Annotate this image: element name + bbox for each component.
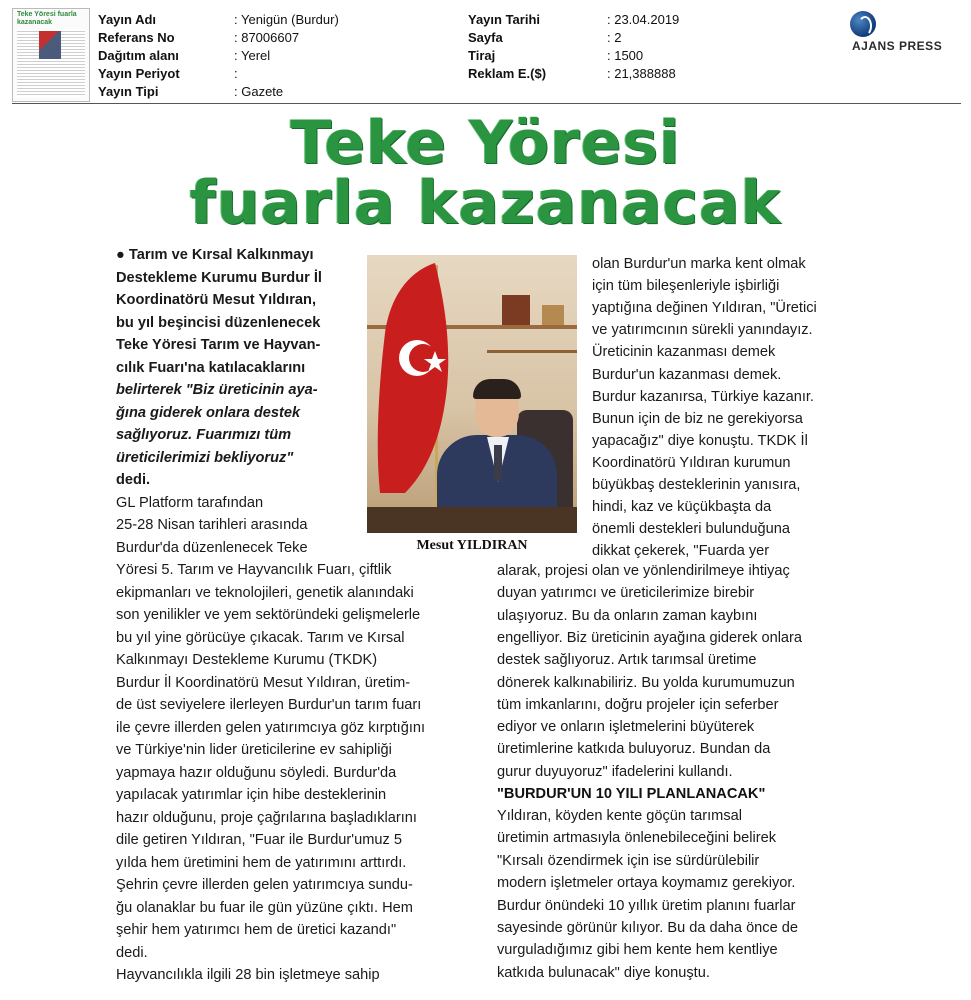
article-line: Teke Yöresi Tarım ve Hayvan- [116, 337, 321, 353]
article-line: vurguladığımız gibi hem kente hem kentliye [497, 942, 778, 959]
article-line: Yöresi 5. Tarım ve Hayvancılık Fuarı, çiftlik [116, 562, 392, 578]
label-tiraj: Tiraj [468, 48, 496, 63]
article-line: ve yatırımcının sürekli yanındayız. [592, 322, 813, 339]
article-line: ve Türkiye'nin lider üreticilerine ev sahipliği [116, 742, 392, 758]
label-dagitim-alani: Dağıtım alanı [98, 48, 179, 63]
article-photo [367, 255, 577, 533]
article-line: hazır olduğunu, proje çağrılarına başladıklarını [116, 809, 417, 826]
label-yayin-periyot: Yayın Periyot [98, 66, 180, 81]
article-line: 25-28 Nisan tarihleri arasında [116, 517, 308, 533]
value-sayfa: : 2 [607, 30, 622, 45]
value-yayin-tipi: : Gazete [234, 84, 284, 99]
header-divider [12, 103, 961, 104]
article-line: son yenilikler ve yem sektöründeki gelişmelerle [116, 607, 421, 623]
article-line: de üst seviyelere ilerleyen Burdur'un tarım fuarı [116, 697, 422, 713]
article-line: önemli destekleri bulunduğuna [592, 521, 790, 538]
article-line: yapmaya hazır olduğunu söyledi. Burdur'da [116, 764, 397, 781]
article-line: cılık Fuarı'na katılacaklarını [116, 359, 306, 376]
article-line: üreticilerimizi bekliyoruz" [116, 449, 294, 466]
globe-icon [850, 11, 876, 37]
article-line: ile çevre illerden gelen yatırımcıya göz kırptığını [116, 719, 426, 736]
label-reklam: Reklam E.($) [468, 66, 547, 81]
article-line: ekipmanları ve teknolojileri, genetik alanındaki [116, 584, 414, 601]
article-line: dedi. [116, 944, 148, 961]
article-line: sayesinde görünür kılıyor. Bu da daha önce de [497, 920, 798, 936]
article-line: Burdur kazanırsa, Türkiye kazanır. [592, 388, 814, 405]
value-tiraj: : 1500 [607, 48, 644, 63]
photo-person-tie [494, 445, 502, 481]
article-line: hindi, kaz ve küçükbaşta da [592, 499, 772, 516]
article-line: katkıda bulunacak" diye konuştu. [497, 964, 710, 981]
value-yayin-periyot: : [234, 66, 238, 81]
headline-line-2: fuarla kazanacak [189, 168, 782, 238]
value-yayin-tarihi: : 23.04.2019 [607, 12, 680, 27]
label-yayin-tarihi: Yayın Tarihi [468, 12, 541, 27]
article-line: Burdur İl Koordinatörü Mesut Yıldıran, üretim- [116, 674, 411, 691]
article-line: belirterek "Biz üreticinin aya- [116, 382, 318, 398]
article-line: Hayvancılıkla ilgili 28 bin işletmeye sahip [116, 967, 380, 983]
photo-caption: Mesut YILDIRAN [416, 538, 528, 553]
article-line: ● Tarım ve Kırsal Kalkınmayı [116, 247, 314, 263]
value-yayin-adi: : Yenigün (Burdur) [234, 12, 339, 27]
article-line: dikkat çekerek, "Fuarda yer [592, 543, 770, 560]
article-line: Destekleme Kurumu Burdur İl [116, 269, 322, 286]
value-reklam: : 21,388888 [607, 66, 676, 81]
photo-frame [542, 305, 564, 325]
headline-line-1: Teke Yöresi [290, 108, 681, 178]
article-line: Koordinatörü Mesut Yıldıran, [116, 292, 317, 308]
article-line: Burdur'da düzenlenecek Teke [116, 539, 308, 556]
article-line: olan Burdur'un marka kent olmak [592, 256, 806, 272]
article-line: yılda hem üretimini hem de yatırımını arttırdı. [116, 854, 407, 871]
ajans-press-logo [850, 10, 960, 56]
thumbnail-title: Teke Yöresi fuarla kazanacak [17, 11, 77, 26]
value-dagitim-alani: : Yerel [234, 48, 271, 63]
photo-shelf [487, 350, 577, 353]
article-line: ğu olanaklar bu fuar ile gün yüzüne çıktı. Hem [116, 899, 413, 916]
article-line: Kalkınmayı Destekleme Kurumu (TKDK) [116, 652, 378, 668]
article-line: Koordinatörü Yıldıran kurumun [592, 454, 791, 471]
article-line: dile getiren Yıldıran, "Fuar ile Burdur'umuz 5 [116, 832, 402, 848]
clipping-thumbnail [12, 8, 90, 102]
article-line: sağlıyoruz. Fuarımızı tüm [116, 427, 292, 443]
article-subheading: "BURDUR'UN 10 YILI PLANLANACAK" [497, 786, 766, 802]
article-line: destek sağlıyoruz. Artık tarımsal üretime [497, 652, 757, 669]
article-line: Yıldıran, köyden kente göçün tarımsal [497, 808, 742, 824]
photo-person-hair [473, 379, 521, 399]
article-line: üretimlerine katkıda buluyoruz. Bundan da [497, 741, 771, 758]
label-sayfa: Sayfa [468, 30, 503, 45]
article-line: gurur duyuyoruz" ifadelerini kullandı. [497, 763, 733, 780]
label-referans-no: Referans No [98, 30, 175, 45]
article-line: şehir hem yatırımcı hem de üretici kazandı" [116, 922, 397, 938]
article-line: GL Platform tarafından [116, 494, 264, 511]
article-line: üretimin artmasıyla önlenebileceğini belirek [497, 830, 777, 847]
label-yayin-adi: Yayın Adı [98, 12, 157, 27]
label-yayin-tipi: Yayın Tipi [98, 84, 159, 99]
article-line: yapılacak yatırımlar için hibe desteklerinin [116, 787, 387, 803]
article-line: ulaşıyoruz. Bu da onların zaman kaybını [497, 607, 758, 624]
article-line: büyükbaş desteklerinin yanısıra, [592, 477, 801, 493]
article-line: yaptığına değinen Yıldıran, "Üretici [592, 300, 817, 317]
article-line: yapacağız" diye konuştu. TKDK İl [592, 432, 808, 449]
logo-text: AJANS PRESS [852, 39, 943, 53]
photo-frame [502, 295, 530, 325]
article-line: dönerek kalkınabiliriz. Bu yolda kurumumuzun [497, 674, 795, 691]
article-line: modern işletmeler ortaya koymamız gerekiyor. [497, 875, 796, 892]
article-line: Şehrin çevre illerden gelen yatırımcıya sundu- [116, 877, 413, 893]
article-line: Bunun için de biz ne gerekiyorsa [592, 410, 803, 427]
article-line: bu yıl beşincisi düzenlenecek [116, 314, 321, 331]
article-line: Burdur önündeki 10 yıllık üretim planını fuarlar [497, 897, 796, 914]
article-line: için tüm bileşenleriyle işbirliği [592, 278, 780, 295]
article-line: tüm imkanlarını, doğru projeler için seferber [497, 696, 779, 713]
article-line: "Kırsalı özendirmek için ise sürdürülebilir [497, 852, 760, 869]
article-line: Burdur'un kazanması demek. [592, 366, 782, 383]
article-line: ğına giderek onlara destek [116, 404, 301, 421]
article-line: ediyor ve onların işletmelerini büyüterek [497, 719, 755, 736]
article-line: bu yıl yine görücüye çıkacak. Tarım ve Kırsal [116, 629, 405, 646]
photo-desk [367, 507, 577, 533]
article-line: alarak, projesi olan ve yönlendirilmeye ihtiyaç [497, 563, 790, 579]
article-line: engelliyor. Biz üreticinin ayağına giderek onlara [497, 629, 803, 646]
article-line: duyan yatırımcı ve üreticilerimize birebir [497, 585, 755, 602]
article-line: Üreticinin kazanması demek [592, 344, 776, 361]
value-referans-no: : 87006607 [234, 30, 300, 45]
thumbnail-photo [39, 31, 61, 59]
article-line: dedi. [116, 472, 151, 488]
